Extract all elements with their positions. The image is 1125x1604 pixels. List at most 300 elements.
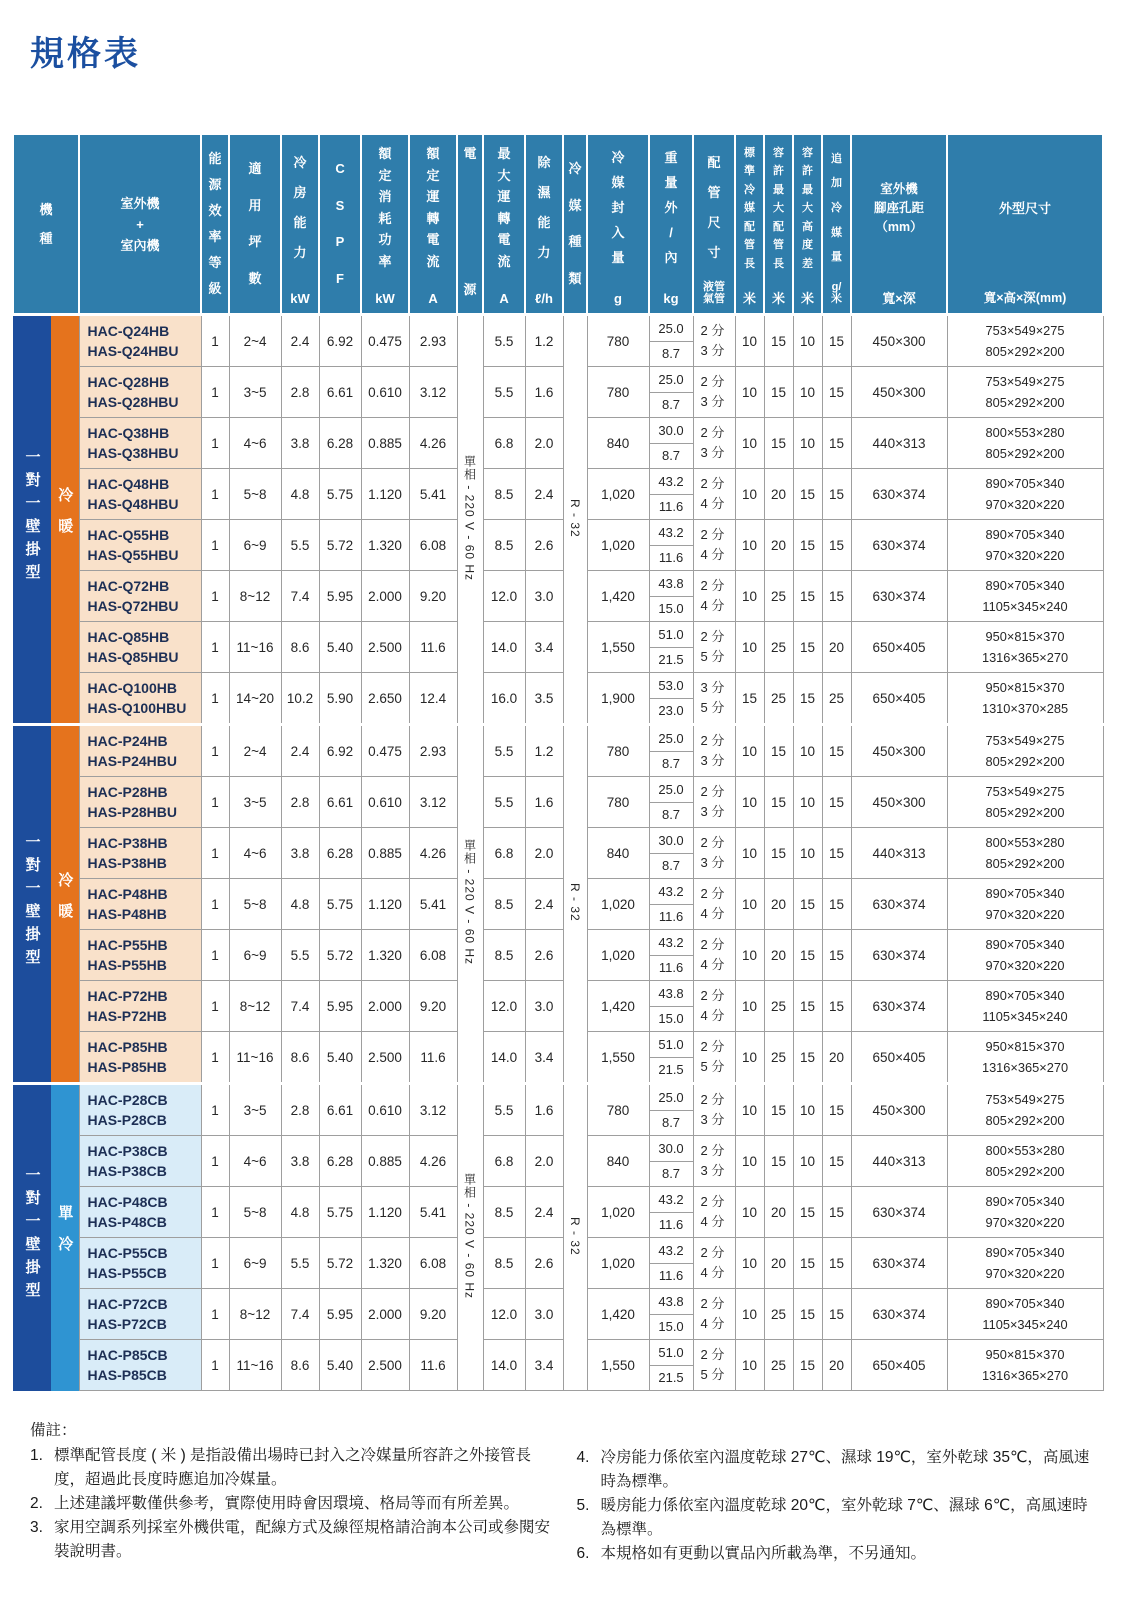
cell-refrigerant-charge: 840 [587,828,649,879]
table-row [13,520,1103,571]
outdoor-model: HAC-P72HB [87,988,168,1004]
cell-mount-hole-pitch: 450×300 [851,777,947,828]
header-label-vertical: 冷 房 能 力 [293,155,307,260]
cell-max-pipe-length: 20 [764,879,793,930]
weight-indoor: 15.0 [658,1011,684,1027]
cell-energy-rating: 1 [201,571,229,622]
dimensions-indoor: 805×292×200 [985,1113,1065,1128]
header-unit: 寬×深 [882,291,916,306]
cell-cooling-capacity: 4.8 [281,1187,319,1238]
pipe-liquid: 2 分 [700,886,725,901]
cell-standard-pipe-length: 10 [735,469,764,520]
cell-standard-pipe-length: 10 [735,520,764,571]
cell-rated-power: 0.475 [361,315,409,367]
group-mode-label: 冷暖 [51,315,79,725]
cell-dimensions [947,1032,1103,1084]
indoor-model: HAS-P28HBU [87,804,177,820]
header-label-vertical: C S P F [335,161,345,286]
cell-dimensions [947,828,1103,879]
col-header-src [457,134,483,315]
dimensions-indoor: 970×320×220 [985,907,1065,922]
note-text: 上述建議坪數僅供參考，實際使用時會因環境、格局等而有所差異。 [54,1495,520,1513]
model-cell [79,828,201,879]
cell-additional-refrigerant: 15 [822,571,851,622]
cell-dimensions [947,520,1103,571]
cell-dimensions [947,1187,1103,1238]
cell-dehumidify: 3.0 [525,571,563,622]
cell-standard-pipe-length: 10 [735,315,764,367]
cell-dimensions [947,673,1103,725]
cell-weight [649,879,693,930]
cell-max-height-diff: 15 [793,1238,822,1289]
cell-refrigerant-charge: 840 [587,1136,649,1187]
cell-cspf: 6.92 [319,315,361,367]
header-label-line: 室外機 [880,181,918,196]
header-label-line: （mm） [875,219,923,234]
table-row [13,418,1103,469]
cell-cspf: 5.95 [319,1289,361,1340]
pipe-liquid: 2 分 [700,784,725,799]
header-unit: 液管 氣管 [703,281,726,305]
pipe-gas: 4 分 [700,1316,725,1331]
cell-weight [649,930,693,981]
cell-pipe-size [693,777,735,828]
cell-cooling-capacity: 7.4 [281,571,319,622]
cell-mount-hole-pitch: 630×374 [851,1238,947,1289]
cell-additional-refrigerant: 15 [822,725,851,777]
model-cell [79,981,201,1032]
cell-pipe-size [693,981,735,1032]
weight-indoor: 8.7 [661,756,681,772]
header-label-vertical: 冷 媒 種 類 [568,161,582,286]
indoor-model: HAS-P85CB [87,1367,167,1383]
cell-pipe-size [693,1136,735,1187]
pipe-gas: 4 分 [700,1214,725,1229]
model-cell [79,1238,201,1289]
cell-cooling-capacity: 2.8 [281,367,319,418]
cell-applicable-ping: 11~16 [229,622,281,673]
cell-weight [649,1238,693,1289]
cell-additional-refrigerant: 20 [822,622,851,673]
cell-weight [649,777,693,828]
cell-energy-rating: 1 [201,777,229,828]
cell-max-pipe-length: 25 [764,981,793,1032]
cell-weight [649,315,693,367]
table-row [13,622,1103,673]
cell-max-current: 6.8 [483,828,525,879]
cell-refrigerant-charge: 1,550 [587,1340,649,1391]
cell-max-current: 5.5 [483,1084,525,1136]
cell-dimensions [947,725,1103,777]
col-header-weight [649,134,693,315]
dimensions-indoor: 970×320×220 [985,958,1065,973]
dimensions-outdoor: 800×553×280 [985,425,1065,440]
note-text: 冷房能力係依室內溫度乾球 27℃、濕球 19℃，室外乾球 35℃，高風速時為標準。 [600,1449,1090,1491]
pipe-gas: 3 分 [700,343,725,358]
pipe-gas: 4 分 [700,957,725,972]
table-row [13,1187,1103,1238]
cell-weight [649,1340,693,1391]
cell-pipe-size [693,879,735,930]
weight-outdoor: 30.0 [650,828,693,854]
cell-max-pipe-length: 15 [764,418,793,469]
header-unit: 寬×高×深(mm) [983,291,1067,305]
table-row [13,930,1103,981]
cell-max-height-diff: 10 [793,725,822,777]
header-label-vertical: 容 許 最 大 配 管 長 [773,146,785,270]
indoor-model: HAS-P38CB [87,1163,167,1179]
dimensions-indoor: 805×292×200 [985,805,1065,820]
model-cell [79,367,201,418]
pipe-gas: 4 分 [700,598,725,613]
cell-pipe-size [693,1032,735,1084]
weight-outdoor: 43.2 [650,1187,693,1213]
indoor-model: HAS-P55HB [87,957,167,973]
dimensions-outdoor: 890×705×340 [985,476,1065,491]
outdoor-model: HAC-Q48HB [87,476,170,492]
outdoor-model: HAC-P55HB [87,937,168,953]
header-label-line: 腳座孔距 [874,200,925,215]
indoor-model: HAS-Q72HBU [87,598,179,614]
cell-standard-pipe-length: 10 [735,1136,764,1187]
col-header-amp [409,134,457,315]
dimensions-indoor: 1310×370×285 [981,701,1069,716]
header-label-vertical: 配 管 尺 寸 [707,155,721,260]
cell-rated-power: 2.000 [361,981,409,1032]
cell-pipe-size [693,828,735,879]
cell-energy-rating: 1 [201,1289,229,1340]
cell-rated-power: 0.885 [361,1136,409,1187]
cell-rated-current: 2.93 [409,315,457,367]
weight-outdoor: 30.0 [650,1136,693,1162]
outdoor-model: HAC-Q38HB [87,425,170,441]
col-header-cspf [319,134,361,315]
cell-dehumidify: 2.6 [525,520,563,571]
header-unit: kW [290,291,310,306]
cell-dimensions [947,1238,1103,1289]
cell-standard-pipe-length: 10 [735,418,764,469]
weight-outdoor: 43.2 [650,879,693,905]
table-row [13,981,1103,1032]
cell-pipe-size [693,315,735,367]
cell-max-height-diff: 10 [793,418,822,469]
pipe-liquid: 2 分 [700,476,725,491]
indoor-model: HAS-Q38HBU [87,445,179,461]
header-label-vertical: 電 源 [463,146,477,297]
dimensions-indoor: 1105×345×240 [982,1009,1068,1024]
model-cell [79,930,201,981]
outdoor-model: HAC-P28CB [87,1092,168,1108]
cell-applicable-ping: 5~8 [229,1187,281,1238]
cell-applicable-ping: 6~9 [229,930,281,981]
outdoor-model: HAC-P72CB [87,1296,168,1312]
cell-weight [649,981,693,1032]
cell-refrigerant-charge: 1,020 [587,469,649,520]
model-cell [79,622,201,673]
outdoor-model: HAC-P85CB [87,1347,168,1363]
weight-indoor: 8.7 [661,1115,681,1131]
outdoor-model: HAC-P85HB [87,1039,168,1055]
indoor-model: HAS-P24HBU [87,753,177,769]
spec-page [0,26,1125,1566]
cell-mount-hole-pitch: 450×300 [851,315,947,367]
pipe-gas: 3 分 [700,394,725,409]
cell-mount-hole-pitch: 630×374 [851,879,947,930]
cell-mount-hole-pitch: 450×300 [851,725,947,777]
dimensions-outdoor: 950×815×370 [985,680,1065,695]
cell-weight [649,725,693,777]
cell-rated-power: 1.120 [361,469,409,520]
notes-right-column [577,1419,1098,1566]
weight-indoor: 8.7 [661,346,681,362]
refrigerant-type-cell: R - 32 [563,315,587,725]
weight-indoor: 8.7 [661,858,681,874]
cell-applicable-ping: 2~4 [229,315,281,367]
cell-max-pipe-length: 20 [764,1238,793,1289]
cell-cooling-capacity: 4.8 [281,469,319,520]
header-label-line: 室內機 [120,237,160,253]
col-header-addref [822,134,851,315]
cell-max-height-diff: 15 [793,1032,822,1084]
cell-max-current: 8.5 [483,520,525,571]
pipe-gas: 3 分 [700,1112,725,1127]
cell-cooling-capacity: 4.8 [281,879,319,930]
group-type-label: 一對一壁掛型 [13,1084,51,1391]
cell-max-height-diff: 10 [793,315,822,367]
cell-mount-hole-pitch: 450×300 [851,1084,947,1136]
cell-refrigerant-charge: 780 [587,367,649,418]
table-row [13,1238,1103,1289]
cell-rated-current: 4.26 [409,418,457,469]
col-header-model [79,134,201,315]
col-header-std [735,134,764,315]
indoor-model: HAS-P38HB [87,855,167,871]
cell-dehumidify: 2.0 [525,1136,563,1187]
cell-max-pipe-length: 20 [764,930,793,981]
pipe-gas: 3 分 [700,445,725,460]
outdoor-model: HAC-P38CB [87,1143,168,1159]
cell-energy-rating: 1 [201,1187,229,1238]
cell-max-current: 5.5 [483,315,525,367]
cell-energy-rating: 1 [201,828,229,879]
model-cell [79,469,201,520]
cell-additional-refrigerant: 15 [822,520,851,571]
cell-max-current: 14.0 [483,1032,525,1084]
cell-max-height-diff: 10 [793,367,822,418]
indoor-model: HAS-Q28HBU [87,394,179,410]
pipe-liquid: 2 分 [700,1143,725,1158]
cell-energy-rating: 1 [201,981,229,1032]
cell-rated-power: 0.610 [361,367,409,418]
cell-standard-pipe-length: 10 [735,981,764,1032]
group-type-label: 一對一壁掛型 [13,725,51,1084]
cell-dehumidify: 3.4 [525,1032,563,1084]
cell-pipe-size [693,520,735,571]
cell-applicable-ping: 5~8 [229,879,281,930]
weight-indoor: 11.6 [658,1268,684,1284]
cell-max-pipe-length: 15 [764,828,793,879]
indoor-model: HAS-Q48HBU [87,496,179,512]
pipe-liquid: 2 分 [700,1347,725,1362]
cell-additional-refrigerant: 20 [822,1032,851,1084]
cell-weight [649,622,693,673]
cell-dehumidify: 3.4 [525,622,563,673]
cell-rated-power: 1.120 [361,879,409,930]
note-text: 標準配管長度 ( 米 ) 是指設備出場時已封入之冷媒量所容許之外接管長度，超過此長度時應追加冷媒量。 [54,1447,532,1489]
cell-rated-power: 2.000 [361,571,409,622]
spec-table-body [13,315,1103,1391]
dimensions-outdoor: 890×705×340 [985,886,1065,901]
cell-additional-refrigerant: 15 [822,1238,851,1289]
cell-rated-current: 9.20 [409,571,457,622]
dimensions-outdoor: 890×705×340 [985,988,1065,1003]
dimensions-outdoor: 753×549×275 [985,1092,1065,1107]
cell-refrigerant-charge: 780 [587,725,649,777]
note-text: 本規格如有更動以實品內所載為準，不另通知。 [600,1545,927,1563]
cell-cspf: 5.72 [319,520,361,571]
header-label-vertical: 追 加 冷 媒 量 [831,152,843,264]
notes-title: 備註： [30,1422,77,1439]
cell-weight [649,571,693,622]
cell-additional-refrigerant: 15 [822,418,851,469]
cell-energy-rating: 1 [201,622,229,673]
note-text: 家用空調系列採室外機供電，配線方式及線徑規格請洽詢本公司或參閱安裝說明書。 [54,1519,551,1561]
cell-rated-power: 0.610 [361,1084,409,1136]
note-item [30,1444,551,1492]
col-header-pw [361,134,409,315]
table-row [13,1032,1103,1084]
cell-additional-refrigerant: 15 [822,1187,851,1238]
cell-dimensions [947,418,1103,469]
model-cell [79,777,201,828]
dimensions-outdoor: 890×705×340 [985,578,1065,593]
cell-applicable-ping: 3~5 [229,1084,281,1136]
outdoor-model: HAC-P38HB [87,835,168,851]
cell-max-pipe-length: 15 [764,1136,793,1187]
dimensions-indoor: 970×320×220 [985,548,1065,563]
cell-refrigerant-charge: 1,020 [587,879,649,930]
cell-rated-current: 6.08 [409,1238,457,1289]
header-label-line: 外型尺寸 [999,200,1052,216]
pipe-gas: 5 分 [700,700,725,715]
model-cell [79,1136,201,1187]
cell-weight [649,520,693,571]
cell-max-height-diff: 15 [793,469,822,520]
cell-rated-power: 2.000 [361,1289,409,1340]
indoor-model: HAS-P55CB [87,1265,167,1281]
cell-refrigerant-charge: 1,550 [587,622,649,673]
cell-pipe-size [693,725,735,777]
pipe-gas: 4 分 [700,1008,725,1023]
header-label-vertical: 額 定 消 耗 功 率 [378,146,392,269]
header-label-vertical: 容 許 最 大 高 度 差 [802,146,814,270]
model-cell [79,879,201,930]
cell-cspf: 6.28 [319,828,361,879]
dimensions-outdoor: 950×815×370 [985,1347,1065,1362]
cell-rated-current: 12.4 [409,673,457,725]
cell-refrigerant-charge: 780 [587,777,649,828]
group-mode-label: 冷暖 [51,725,79,1084]
outdoor-model: HAC-P48CB [87,1194,168,1210]
cell-rated-current: 2.93 [409,725,457,777]
cell-dimensions [947,981,1103,1032]
pipe-gas: 4 分 [700,547,725,562]
cell-max-pipe-length: 25 [764,1289,793,1340]
cell-max-height-diff: 10 [793,1084,822,1136]
dimensions-indoor: 970×320×220 [985,1215,1065,1230]
cell-pipe-size [693,1238,735,1289]
table-row [13,571,1103,622]
header-label-vertical: 能 源 效 率 等 級 [208,151,222,296]
cell-dimensions [947,1289,1103,1340]
cell-rated-power: 1.120 [361,1187,409,1238]
dimensions-outdoor: 890×705×340 [985,1245,1065,1260]
cell-applicable-ping: 6~9 [229,1238,281,1289]
col-header-type [13,134,79,315]
cell-applicable-ping: 4~6 [229,418,281,469]
cell-max-height-diff: 15 [793,622,822,673]
cell-cspf: 5.72 [319,1238,361,1289]
cell-max-pipe-length: 20 [764,1187,793,1238]
cell-cooling-capacity: 5.5 [281,520,319,571]
cell-cspf: 6.28 [319,1136,361,1187]
cell-weight [649,1136,693,1187]
weight-outdoor: 43.2 [650,930,693,956]
cell-dimensions [947,930,1103,981]
cell-energy-rating: 1 [201,1340,229,1391]
cell-pipe-size [693,1187,735,1238]
pipe-gas: 5 分 [700,1059,725,1074]
dimensions-outdoor: 890×705×340 [985,1296,1065,1311]
table-row [13,1136,1103,1187]
cell-rated-power: 0.610 [361,777,409,828]
cell-max-current: 8.5 [483,930,525,981]
indoor-model: HAS-Q85HBU [87,649,179,665]
outdoor-model: HAC-P28HB [87,784,168,800]
header-label-line: 室外機 [120,195,160,211]
cell-dimensions [947,622,1103,673]
header-label-vertical: 除 濕 能 力 [537,155,551,260]
cell-refrigerant-charge: 1,020 [587,520,649,571]
cell-pipe-size [693,571,735,622]
pipe-gas: 5 分 [700,649,725,664]
table-row [13,725,1103,777]
cell-cspf: 5.72 [319,930,361,981]
cell-rated-power: 2.500 [361,622,409,673]
cell-energy-rating: 1 [201,367,229,418]
cell-additional-refrigerant: 15 [822,981,851,1032]
spec-table-header [13,134,1103,315]
dimensions-indoor: 805×292×200 [985,856,1065,871]
note-number: 1. [30,1447,43,1465]
dimensions-indoor: 805×292×200 [985,344,1065,359]
cell-cooling-capacity: 7.4 [281,1289,319,1340]
pipe-liquid: 2 分 [700,323,725,338]
pipe-gas: 3 分 [700,1163,725,1178]
cell-refrigerant-charge: 1,020 [587,1238,649,1289]
weight-outdoor: 25.0 [650,316,693,342]
weight-indoor: 8.7 [661,397,681,413]
cell-energy-rating: 1 [201,879,229,930]
cell-standard-pipe-length: 10 [735,1238,764,1289]
cell-standard-pipe-length: 10 [735,1187,764,1238]
cell-rated-power: 0.475 [361,725,409,777]
cell-additional-refrigerant: 20 [822,1340,851,1391]
cell-cooling-capacity: 3.8 [281,1136,319,1187]
cell-cooling-capacity: 5.5 [281,930,319,981]
cell-dehumidify: 3.4 [525,1340,563,1391]
indoor-model: HAS-P85HB [87,1059,167,1075]
